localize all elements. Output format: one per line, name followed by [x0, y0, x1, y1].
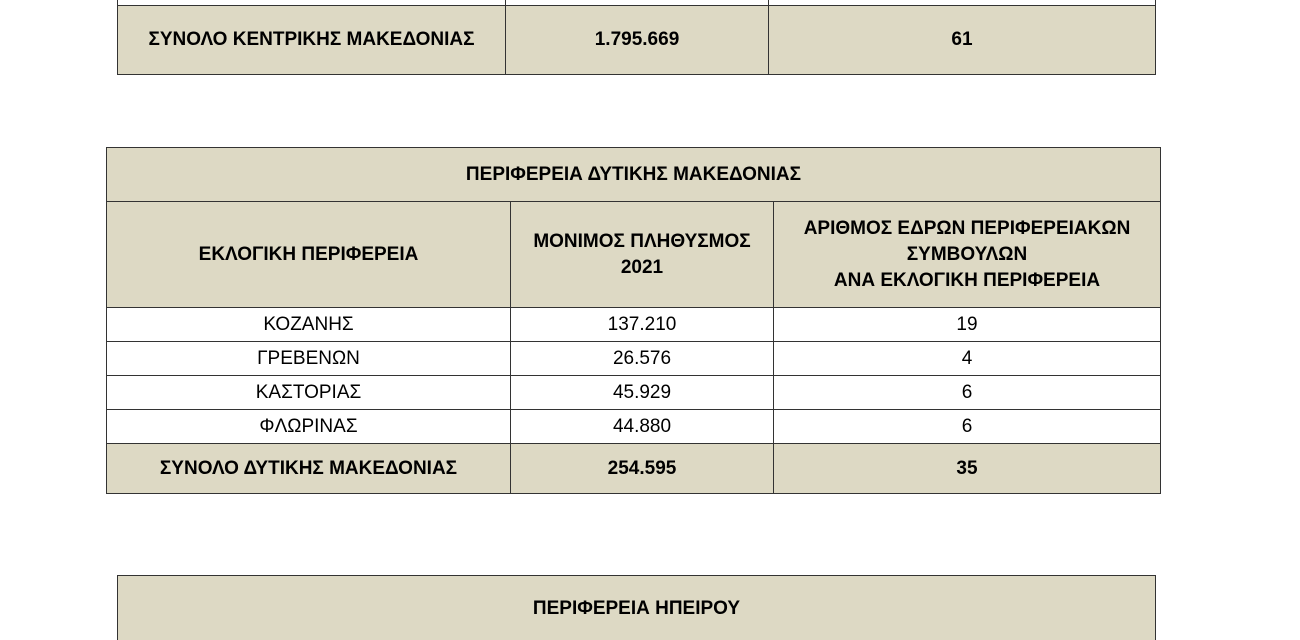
district-cell: ΦΛΩΡΙΝΑΣ — [107, 410, 511, 444]
central-macedonia-table — [117, 0, 1156, 75]
seats-cell: 6 — [774, 410, 1161, 444]
district-cell: ΓΡΕΒΕΝΩΝ — [107, 342, 511, 376]
table-title-row — [107, 148, 1161, 202]
western-macedonia-table — [106, 147, 1161, 494]
population-cell: 45.929 — [511, 376, 774, 410]
header-seats-line3: ΑΝΑ ΕΚΛΟΓΙΚΗ ΠΕΡΙΦΕΡΕΙΑ — [833, 269, 1101, 291]
table-title: ΠΕΡΙΦΕΡΕΙΑ ΗΠΕΙΡΟΥ — [118, 576, 1156, 640]
column-header-population — [511, 202, 774, 308]
header-district-text: ΕΚΛΟΓΙΚΗ ΠΕΡΙΦΕΡΕΙΑ — [198, 243, 419, 265]
column-header-district — [107, 202, 511, 308]
header-population-line1: ΜΟΝΙΜΟΣ ΠΛΗΘΥΣΜΟΣ — [533, 230, 751, 252]
header-seats-line2: ΣΥΜΒΟΥΛΩΝ — [906, 243, 1028, 265]
district-cell: ΚΟΖΑΝΗΣ — [107, 308, 511, 342]
table-row — [107, 308, 1161, 342]
table-row — [107, 376, 1161, 410]
seats-cell: 4 — [774, 342, 1161, 376]
table-title: ΠΕΡΙΦΕΡΕΙΑ ΔΥΤΙΚΗΣ ΜΑΚΕΔΟΝΙΑΣ — [107, 148, 1161, 202]
total-population: 254.595 — [511, 444, 774, 494]
seats-cell: 19 — [774, 308, 1161, 342]
population-cell: 44.880 — [511, 410, 774, 444]
total-label: ΣΥΝΟΛΟ ΚΕΝΤΡΙΚΗΣ ΜΑΚΕΔΟΝΙΑΣ — [118, 6, 506, 75]
header-seats-line1: ΑΡΙΘΜΟΣ ΕΔΡΩΝ ΠΕΡΙΦΕΡΕΙΑΚΩΝ — [803, 217, 1131, 239]
total-population: 1.795.669 — [506, 6, 769, 75]
total-seats: 61 — [769, 6, 1156, 75]
epirus-table — [117, 575, 1156, 640]
seats-cell: 6 — [774, 376, 1161, 410]
table-row — [107, 410, 1161, 444]
column-header-seats — [774, 202, 1161, 308]
header-population-line2: 2021 — [620, 256, 664, 278]
total-label: ΣΥΝΟΛΟ ΔΥΤΙΚΗΣ ΜΑΚΕΔΟΝΙΑΣ — [107, 444, 511, 494]
table-title-row — [118, 576, 1156, 640]
total-seats: 35 — [774, 444, 1161, 494]
total-row — [107, 444, 1161, 494]
district-cell: ΚΑΣΤΟΡΙΑΣ — [107, 376, 511, 410]
population-cell: 26.576 — [511, 342, 774, 376]
total-row — [118, 6, 1156, 75]
table-header-row — [107, 202, 1161, 308]
table-row — [107, 342, 1161, 376]
population-cell: 137.210 — [511, 308, 774, 342]
